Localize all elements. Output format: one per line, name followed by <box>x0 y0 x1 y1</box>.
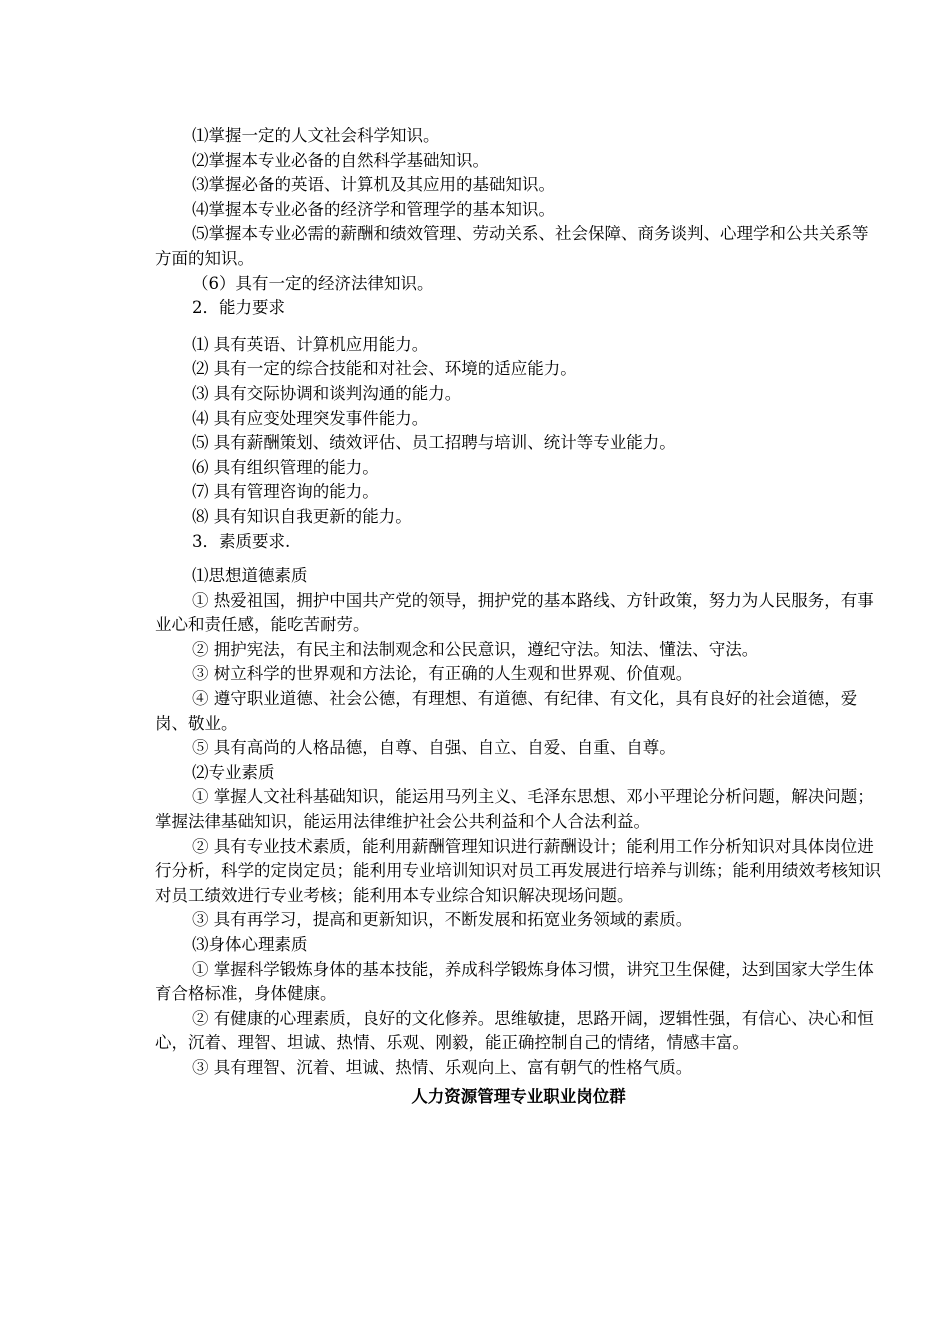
ability-item-1: ⑴ 具有英语、计算机应用能力。 <box>192 334 429 354</box>
knowledge-item-1: ⑴掌握一定的人文社会科学知识。 <box>192 126 440 145</box>
professional-item-3: ③ 具有再学习，提高和更新知识，不断发展和拓宽业务领域的素质。 <box>192 910 693 930</box>
professional-item-1: ① 掌握人文社科基础知识，能运用马列主义、毛泽东思想、邓小平理论分析问题，解决问题；掌握法律基础知识，能运用法律维护社会公共利益和个人合法利益。 <box>155 787 874 832</box>
ability-heading: 2．能力要求 <box>192 298 285 318</box>
ability-item-5: ⑸ 具有薪酬策划、绩效评估、员工招聘与培训、统计等专业能力。 <box>192 433 676 453</box>
physical-item-2: ② 有健康的心理素质，良好的文化修养。思维敏捷，思路开阔，逻辑性强，有信心、决心和恒心，沉着、理智、坦诚、热情、乐观、刚毅，能正确控制自己的情绪，情感丰富。 <box>155 1008 874 1053</box>
ability-item-6: ⑹ 具有组织管理的能力。 <box>192 457 379 477</box>
moral-item-4: ④ 遵守职业道德、社会公德，有理想、有道德、有纪律、有文化，具有良好的社会道德，爱岗、敬业。 <box>155 689 858 733</box>
physical-heading: ⑶身体心理素质 <box>192 935 308 954</box>
ability-item-7: ⑺ 具有管理咨询的能力。 <box>192 482 379 502</box>
ability-item-8: ⑻ 具有知识自我更新的能力。 <box>192 506 412 526</box>
physical-item-1: ① 掌握科学锻炼身体的基本技能，养成科学锻炼身体习惯，讲究卫生保健，达到国家大学生体育合格标准，身体健康。 <box>155 959 874 1004</box>
ability-item-3: ⑶ 具有交际协调和谈判沟通的能力。 <box>192 383 462 403</box>
professional-heading: ⑵专业素质 <box>192 762 275 782</box>
knowledge-item-6: （6）具有一定的经济法律知识。 <box>192 273 434 293</box>
ability-item-2: ⑵ 具有一定的综合技能和对社会、环境的适应能力。 <box>192 359 577 379</box>
knowledge-item-3: ⑶掌握必备的英语、计算机及其应用的基础知识。 <box>192 175 555 195</box>
moral-item-5: ⑤ 具有高尚的人格品德，自尊、自强、自立、自爱、自重、自尊。 <box>192 738 676 758</box>
knowledge-item-2: ⑵掌握本专业必备的自然科学基础知识。 <box>192 150 489 170</box>
professional-item-2: ② 具有专业技术素质，能利用薪酬管理知识进行薪酬设计；能利用工作分析知识对具体岗位进行分析，科学的定岗定员；能利用专业培训知识对员工再发展进行培养与训练；能利用绩效考核知识对员工绩效进行专业考核；能利用本专业综合知识解决现场问题。 <box>155 836 881 905</box>
moral-heading: ⑴思想道德素质 <box>192 566 308 586</box>
moral-item-1: ① 热爱祖国，拥护中国共产党的领导，拥护党的基本路线、方针政策，努力为人民服务，有事业心和责任感，能吃苦耐劳。 <box>155 590 874 635</box>
physical-item-3: ③ 具有理智、沉着、坦诚、热情、乐观向上、富有朝气的性格气质。 <box>192 1057 693 1077</box>
quality-heading: 3．素质要求. <box>192 531 291 551</box>
document-body <box>155 124 882 1109</box>
ability-item-4: ⑷ 具有应变处理突发事件能力。 <box>192 408 429 428</box>
moral-item-3: ③ 树立科学的世界观和方法论，有正确的人生观和世界观、价值观。 <box>192 664 693 684</box>
knowledge-item-4: ⑷掌握本专业必备的经济学和管理学的基本知识。 <box>192 199 555 219</box>
knowledge-item-5: ⑸掌握本专业必需的薪酬和绩效管理、劳动关系、社会保障、商务谈判、心理学和公共关系等方面的知识。 <box>155 224 869 268</box>
moral-item-2: ② 拥护宪法，有民主和法制观念和公民意识，遵纪守法。知法、懂法、守法。 <box>192 639 759 659</box>
section-title: 人力资源管理专业职业岗位群 <box>411 1086 626 1106</box>
